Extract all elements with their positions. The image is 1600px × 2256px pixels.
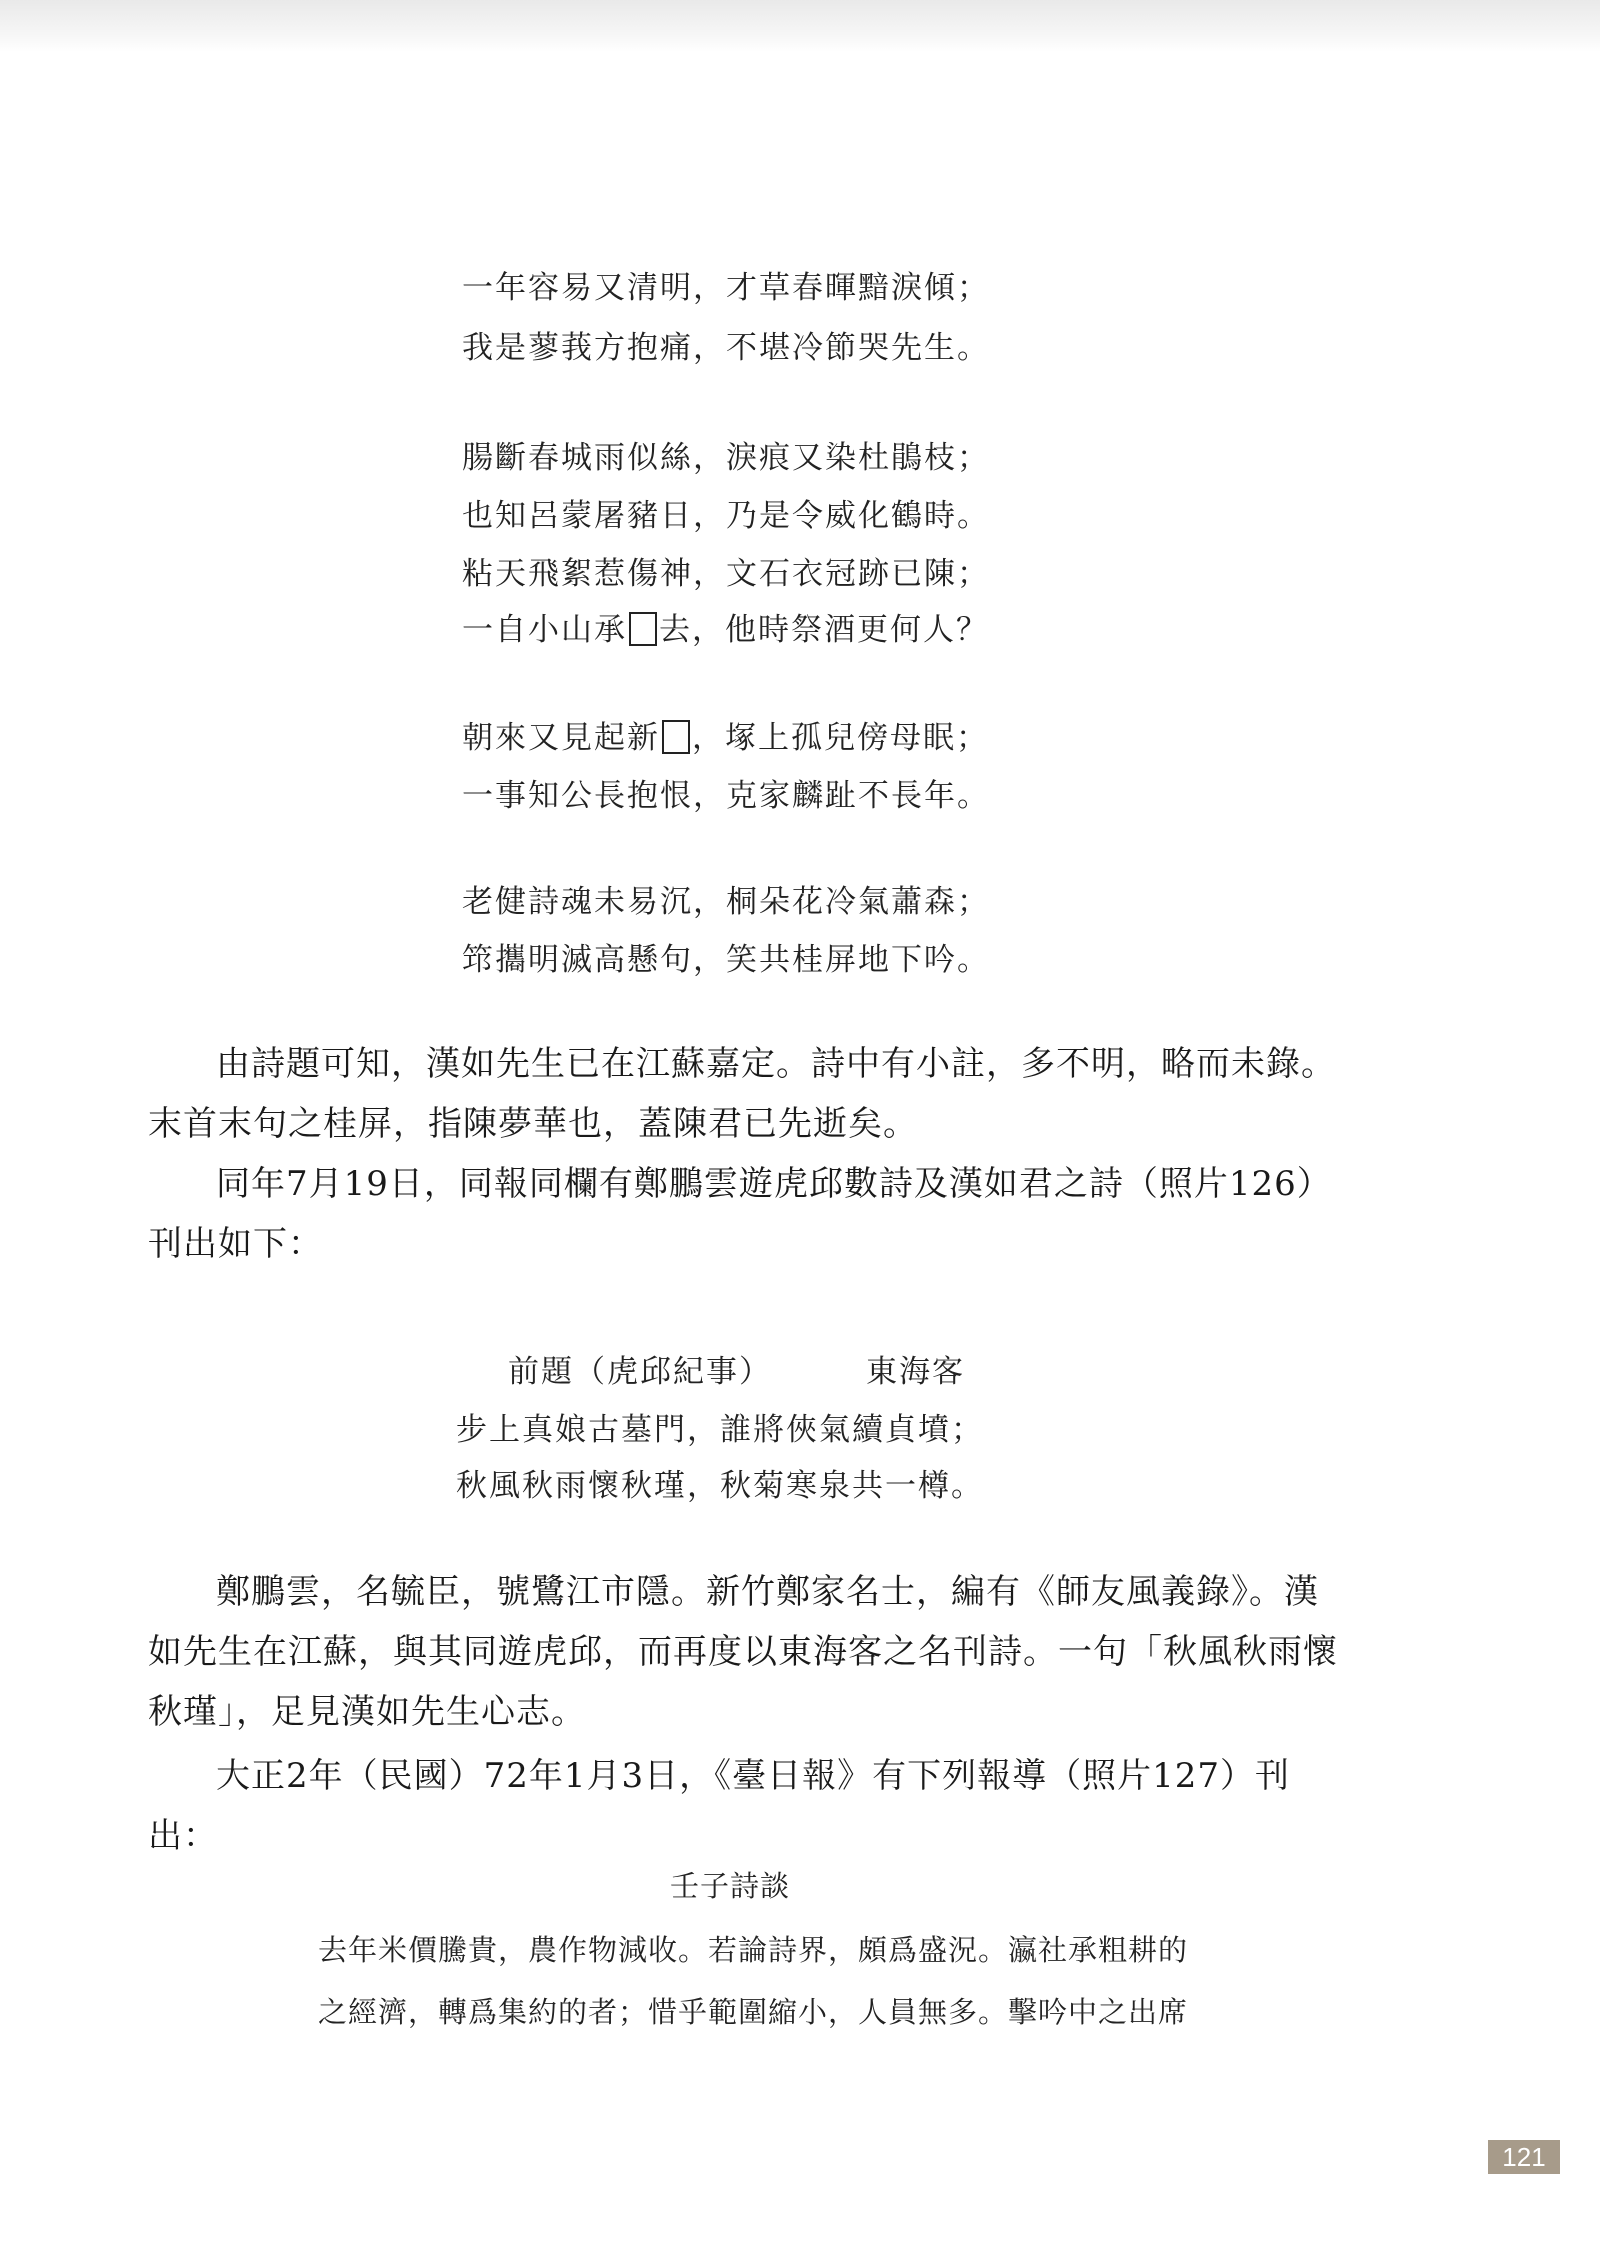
poem1-line-1: 一年容易又清明，才草春暉黯淚傾； <box>462 270 990 306</box>
poem1-line-2: 我是蓼莪方抱痛，不堪冷節哭先生。 <box>462 330 990 366</box>
poem1-line-8: 一事知公長抱恨，克家麟趾不長年。 <box>462 778 990 814</box>
paragraph-3: 鄭鵬雲，名毓臣，號鷺江市隱。新竹鄭家名士，編有《師友風義錄》。漢如先生在江蘇，與其同遊虎邱，而再度以東海客之名刊詩。一句「秋風秋雨懷秋瑾」，足見漢如先生心志。 <box>148 1572 1338 1732</box>
poem1-line-9: 老健詩魂未易沉，桐朵花冷氣蕭森； <box>462 884 990 920</box>
missing-character-box <box>662 720 690 754</box>
poem1-line-7-a: 朝來又見起新 <box>462 720 660 756</box>
missing-character-box <box>629 612 657 646</box>
poem2-line-1: 步上真娘古墓門，誰將俠氣續貞墳； <box>456 1412 984 1448</box>
poem1-line-6-b: 去，他時祭酒更何人？ <box>659 612 989 648</box>
poem2-line-2: 秋風秋雨懷秋瑾，秋菊寒泉共一樽。 <box>456 1468 984 1504</box>
poem2-author: 東海客 <box>866 1354 965 1390</box>
poem1-line-3: 腸斷春城雨似絲，淚痕又染杜鵑枝； <box>462 440 990 476</box>
poem1-line-7 <box>462 712 989 757</box>
paragraph-1: 由詩題可知，漢如先生已在江蘇嘉定。詩中有小註，多不明，略而未錄。末首末句之桂屏，指陳夢華也，蓋陳君已先逝矣。 <box>148 1044 1336 1144</box>
quote-line-2: 之經濟，轉爲集約的者；惜乎範圍縮小，人員無多。擊吟中之出席 <box>318 1995 1189 2029</box>
paragraph-2: 同年7月19日，同報同欄有鄭鵬雲遊虎邱數詩及漢如君之詩（照片126）刊出如下： <box>148 1164 1332 1264</box>
poem1-line-6 <box>462 604 989 649</box>
poem1-line-10: 筇攜明滅高懸句，笑共桂屏地下吟。 <box>462 942 990 978</box>
poem1-line-5: 粘天飛絮惹傷神，文石衣冠跡已陳； <box>462 556 990 592</box>
poem1-line-7-b: ，塚上孤兒傍母眠； <box>692 720 989 756</box>
poem1-line-4: 也知呂蒙屠豬日，乃是令威化鶴時。 <box>462 498 990 534</box>
poem1-line-6-a: 一自小山承 <box>462 612 627 648</box>
poem2-title: 前題（虎邱紀事） <box>508 1354 772 1390</box>
paragraph-4: 大正2年（民國）72年1月3日，《臺日報》有下列報導（照片127）刊出： <box>148 1756 1291 1856</box>
quote-title: 壬子詩談 <box>670 1869 791 1903</box>
quote-line-1: 去年米價騰貴，農作物減收。若論詩界，頗爲盛況。瀛社承粗耕的 <box>318 1933 1189 1967</box>
page-number: 121 <box>1488 2140 1560 2174</box>
scan-top-shadow <box>0 0 1600 52</box>
